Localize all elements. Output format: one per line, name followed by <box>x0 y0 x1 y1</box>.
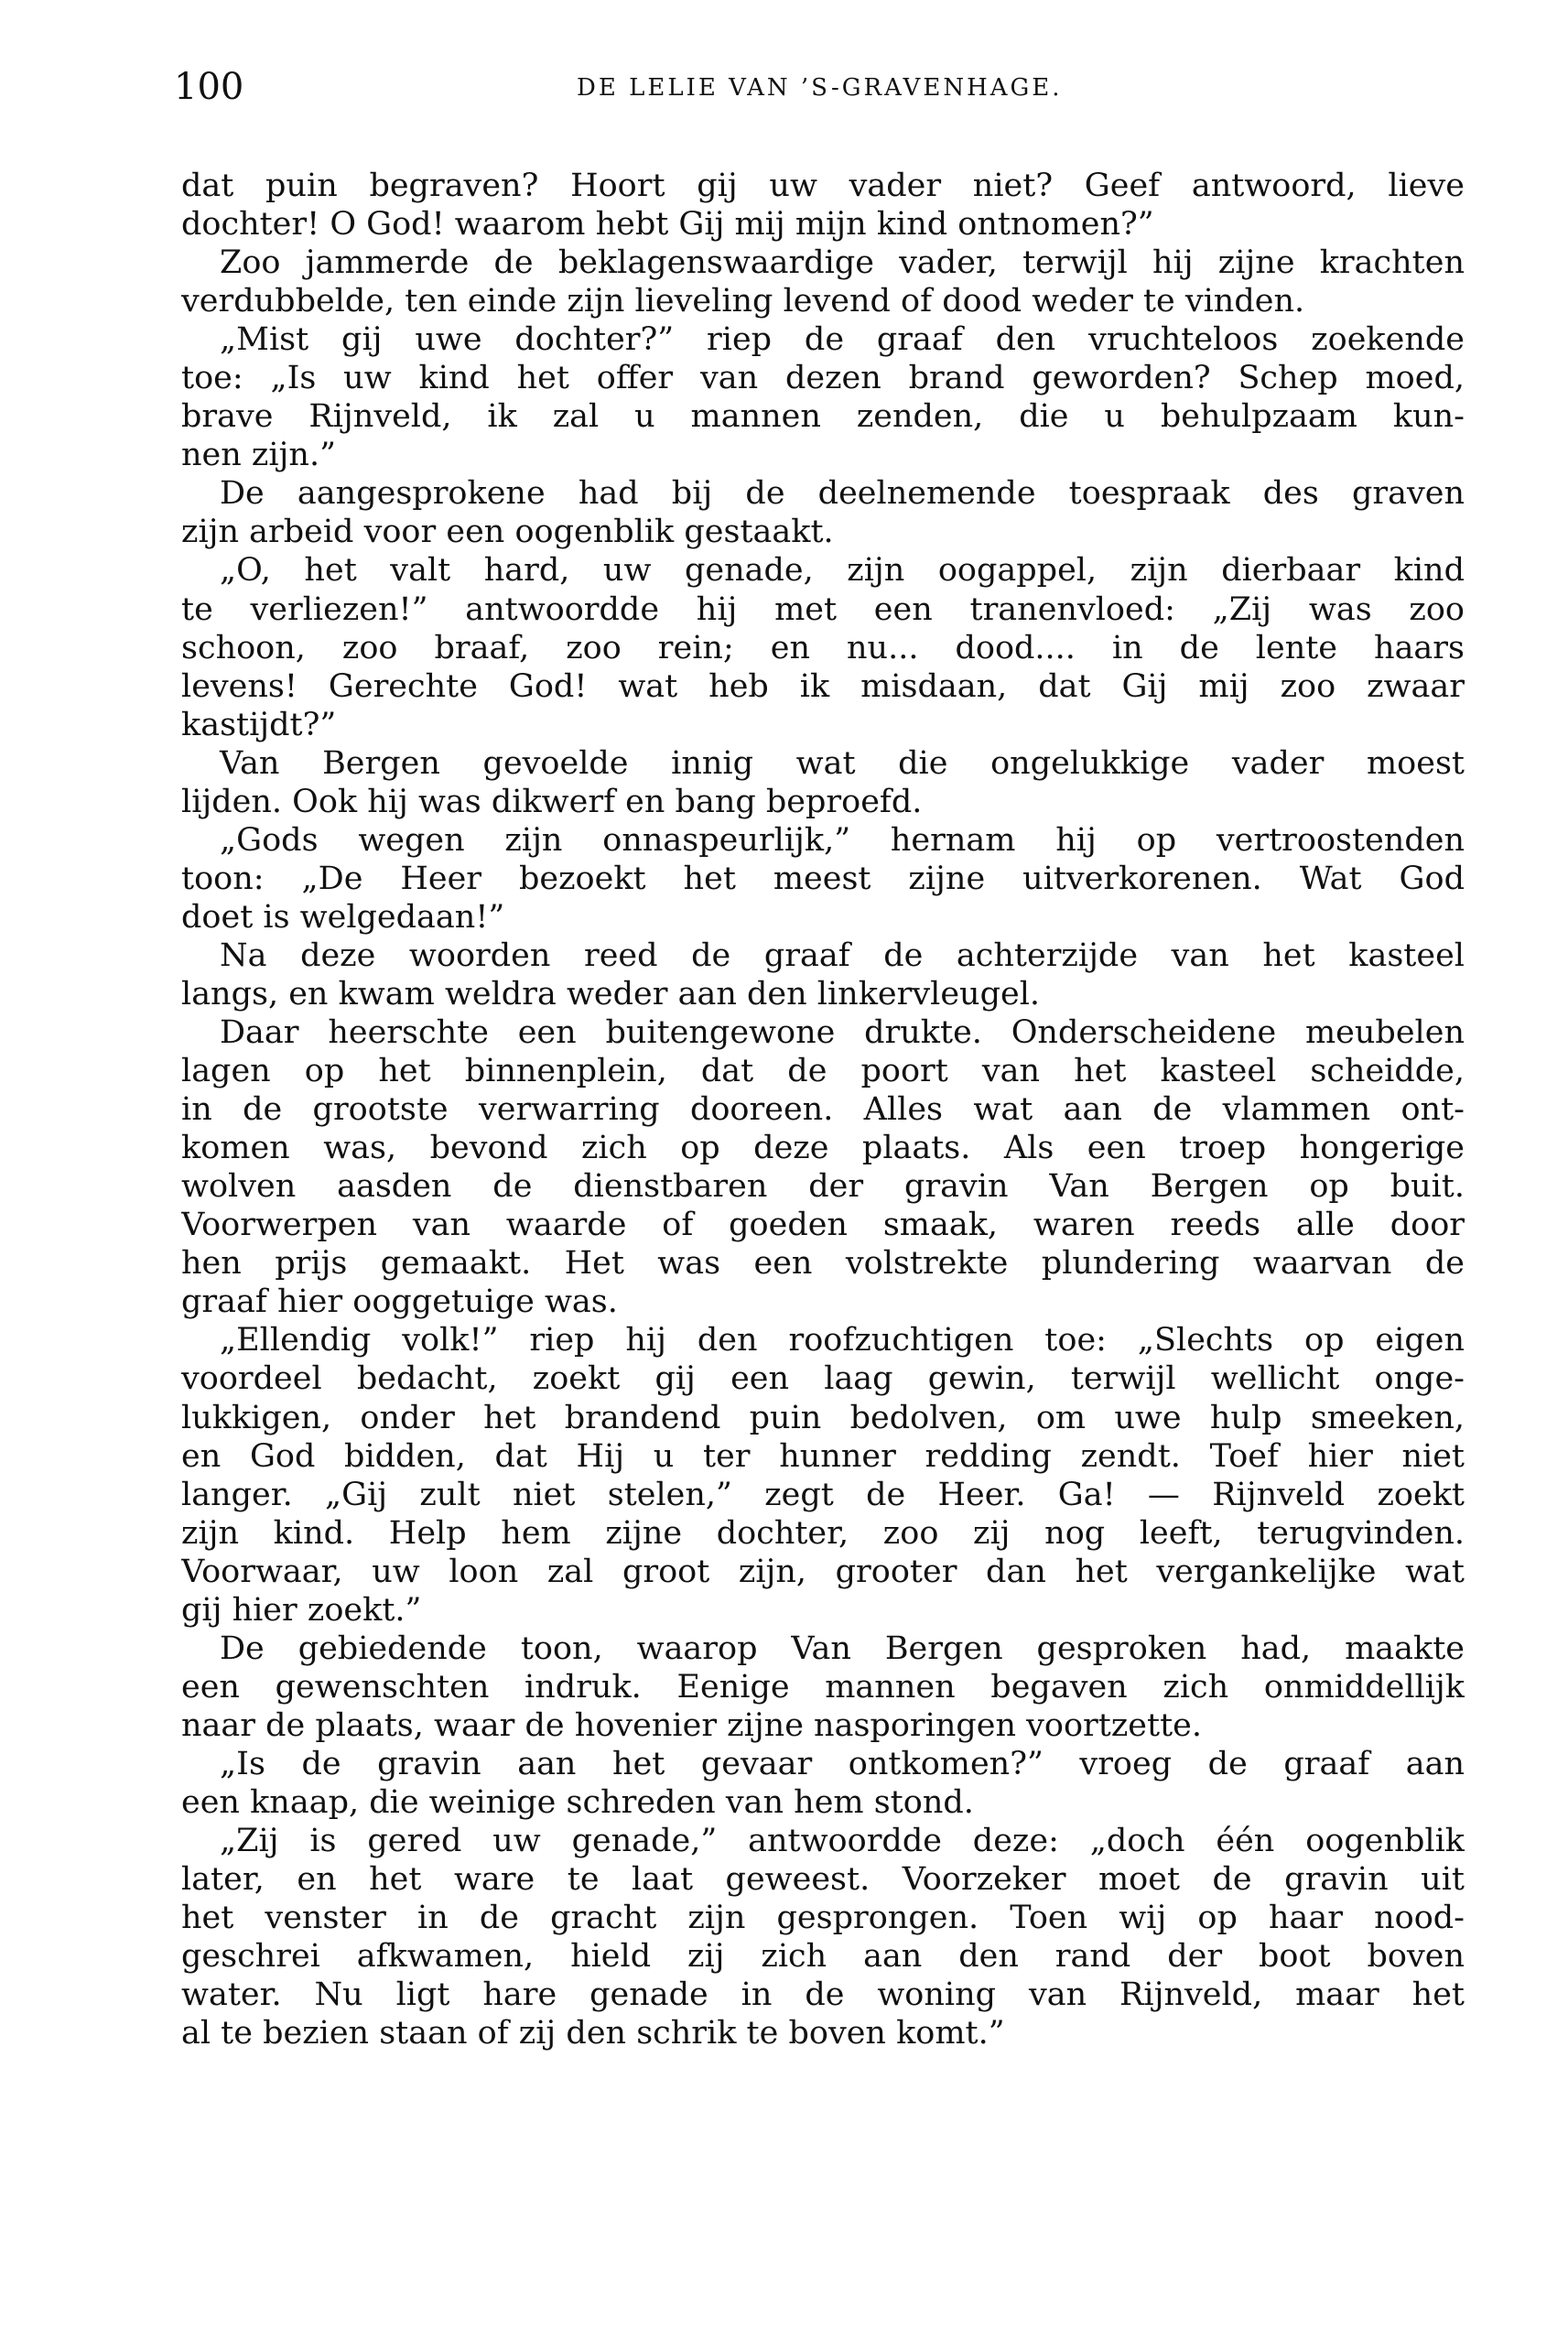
text-line: Van Bergen gevoelde innig wat die ongelukkige vader moest <box>220 744 1465 782</box>
text-line: een gewenschten indruk. Eenige mannen begaven zich onmiddellijk <box>181 1668 1465 1706</box>
text-line: toon: „De Heer bezoekt het meest zijne uitverkorenen. Wat God <box>181 860 1465 897</box>
text-line: „Gods wegen zijn onnaspeurlijk,” hernam hij op vertroostenden <box>220 821 1465 859</box>
text-line: lagen op het binnenplein, dat de poort van het kasteel scheidde, <box>181 1053 1465 1090</box>
text-line: water. Nu ligt hare genade in de woning van Rijnveld, maar het <box>181 1976 1465 2014</box>
text-line: langs, en kwam weldra weder aan den linkervleugel. <box>181 975 1041 1012</box>
text-line: Daar heerschte een buitengewone drukte. Onderscheidene meubelen <box>220 1014 1465 1052</box>
text-line: doet is welgedaan!” <box>181 898 505 936</box>
text-line: komen was, bevond zich op deze plaats. Als een troep hongerige <box>181 1130 1465 1167</box>
text-line: voordeel bedacht, zoekt gij een laag gewin, terwijl wellicht onge- <box>181 1360 1465 1398</box>
text-line: langer. „Gij zult niet stelen,” zegt de Heer. Ga! — Rijnveld zoekt <box>181 1476 1465 1513</box>
text-line: dochter! O God! waarom hebt Gij mij mijn kind ontnomen?” <box>181 206 1154 244</box>
text-line: lijden. Ook hij was dikwerf en bang beproefd. <box>181 783 923 820</box>
text-line: „Ellendig volk!” riep hij den roofzuchtigen toe: „Slechts op eigen <box>220 1322 1465 1359</box>
text-line: Voorwerpen van waarde of goeden smaak, waren reeds alle door <box>181 1207 1465 1244</box>
text-line: gij hier zoekt.” <box>181 1591 422 1629</box>
text-line: al te bezien staan of zij den schrik te boven komt.” <box>181 2015 1005 2052</box>
text-line: „Zij is gered uw genade,” antwoordde deze: „doch één oogenblik <box>220 1823 1465 1860</box>
text-line: in de grootste verwarring dooreen. Alles wat aan de vlammen ont- <box>181 1091 1465 1129</box>
text-line: zijn arbeid voor een oogenblik gestaakt. <box>181 514 834 551</box>
text-line: later, en het ware te laat geweest. Voorzeker moet de gravin uit <box>181 1861 1465 1899</box>
text-line: het venster in de gracht zijn gesprongen. Toen wij op haar nood- <box>181 1900 1465 1937</box>
text-line: levens! Gerechte God! wat heb ik misdaan, dat Gij mij zoo zwaar <box>181 667 1465 705</box>
text-line: Zoo jammerde de beklagenswaardige vader, terwijl hij zijne krachten <box>220 244 1465 282</box>
text-line: „Mist gij uwe dochter?” riep de graaf den vruchteloos zoekende <box>220 321 1465 359</box>
text-line: geschrei afkwamen, hield zij zich aan den rand der boot boven <box>181 1938 1465 1976</box>
text-line: een knaap, die weinige schreden van hem stond. <box>181 1783 974 1821</box>
text-line: kastijdt?” <box>181 706 337 743</box>
text-line: schoon, zoo braaf, zoo rein; en nu... dood.... in de lente haars <box>181 629 1465 666</box>
body-text <box>181 167 1465 2052</box>
text-line: te verliezen!” antwoordde hij met een tranenvloed: „Zij was zoo <box>181 590 1465 628</box>
text-line: „Is de gravin aan het gevaar ontkomen?” vroeg de graaf aan <box>220 1745 1465 1782</box>
text-line: naar de plaats, waar de hovenier zijne nasporingen voortzette. <box>181 1706 1202 1744</box>
text-line: zijn kind. Help hem zijne dochter, zoo zij nog leeft, terugvinden. <box>181 1514 1465 1552</box>
text-line: dat puin begraven? Hoort gij uw vader niet? Geef antwoord, lieve <box>181 168 1465 204</box>
text-line: graaf hier ooggetuige was. <box>181 1283 618 1321</box>
text-line: De gebiedende toon, waarop Van Bergen gesproken had, maakte <box>220 1630 1465 1667</box>
text-line: Voorwaar, uw loon zal groot zijn, grooter dan het vergankelijke wat <box>181 1553 1465 1590</box>
text-line: lukkigen, onder het brandend puin bedolven, om uwe hulp smeeken, <box>181 1399 1465 1436</box>
running-title: DE LELIE VAN ’S-GRAVENHAGE. <box>577 74 1063 102</box>
text-line: wolven aasden de dienstbaren der gravin Van Bergen op buit. <box>181 1168 1465 1206</box>
text-line: brave Rijnveld, ik zal u mannen zenden, die u behulpzaam kun- <box>181 398 1465 436</box>
text-line: Na deze woorden reed de graaf de achterzijde van het kasteel <box>220 937 1465 974</box>
text-line: „O, het valt hard, uw genade, zijn oogappel, zijn dierbaar kind <box>220 552 1465 590</box>
text-line: toe: „Is uw kind het offer van dezen brand geworden? Schep moed, <box>181 360 1465 397</box>
text-line: en God bidden, dat Hij u ter hunner redding zendt. Toef hier niet <box>181 1437 1465 1475</box>
text-line: hen prijs gemaakt. Het was een volstrekte plundering waarvan de <box>181 1245 1465 1283</box>
text-line: nen zijn.” <box>181 437 336 474</box>
text-line: verdubbelde, ten einde zijn lieveling levend of dood weder te vinden. <box>181 283 1305 320</box>
page-header <box>174 64 1474 119</box>
text-line: De aangesprokene had bij de deelnemende toespraak des graven <box>220 475 1465 513</box>
page-number: 100 <box>174 66 244 108</box>
